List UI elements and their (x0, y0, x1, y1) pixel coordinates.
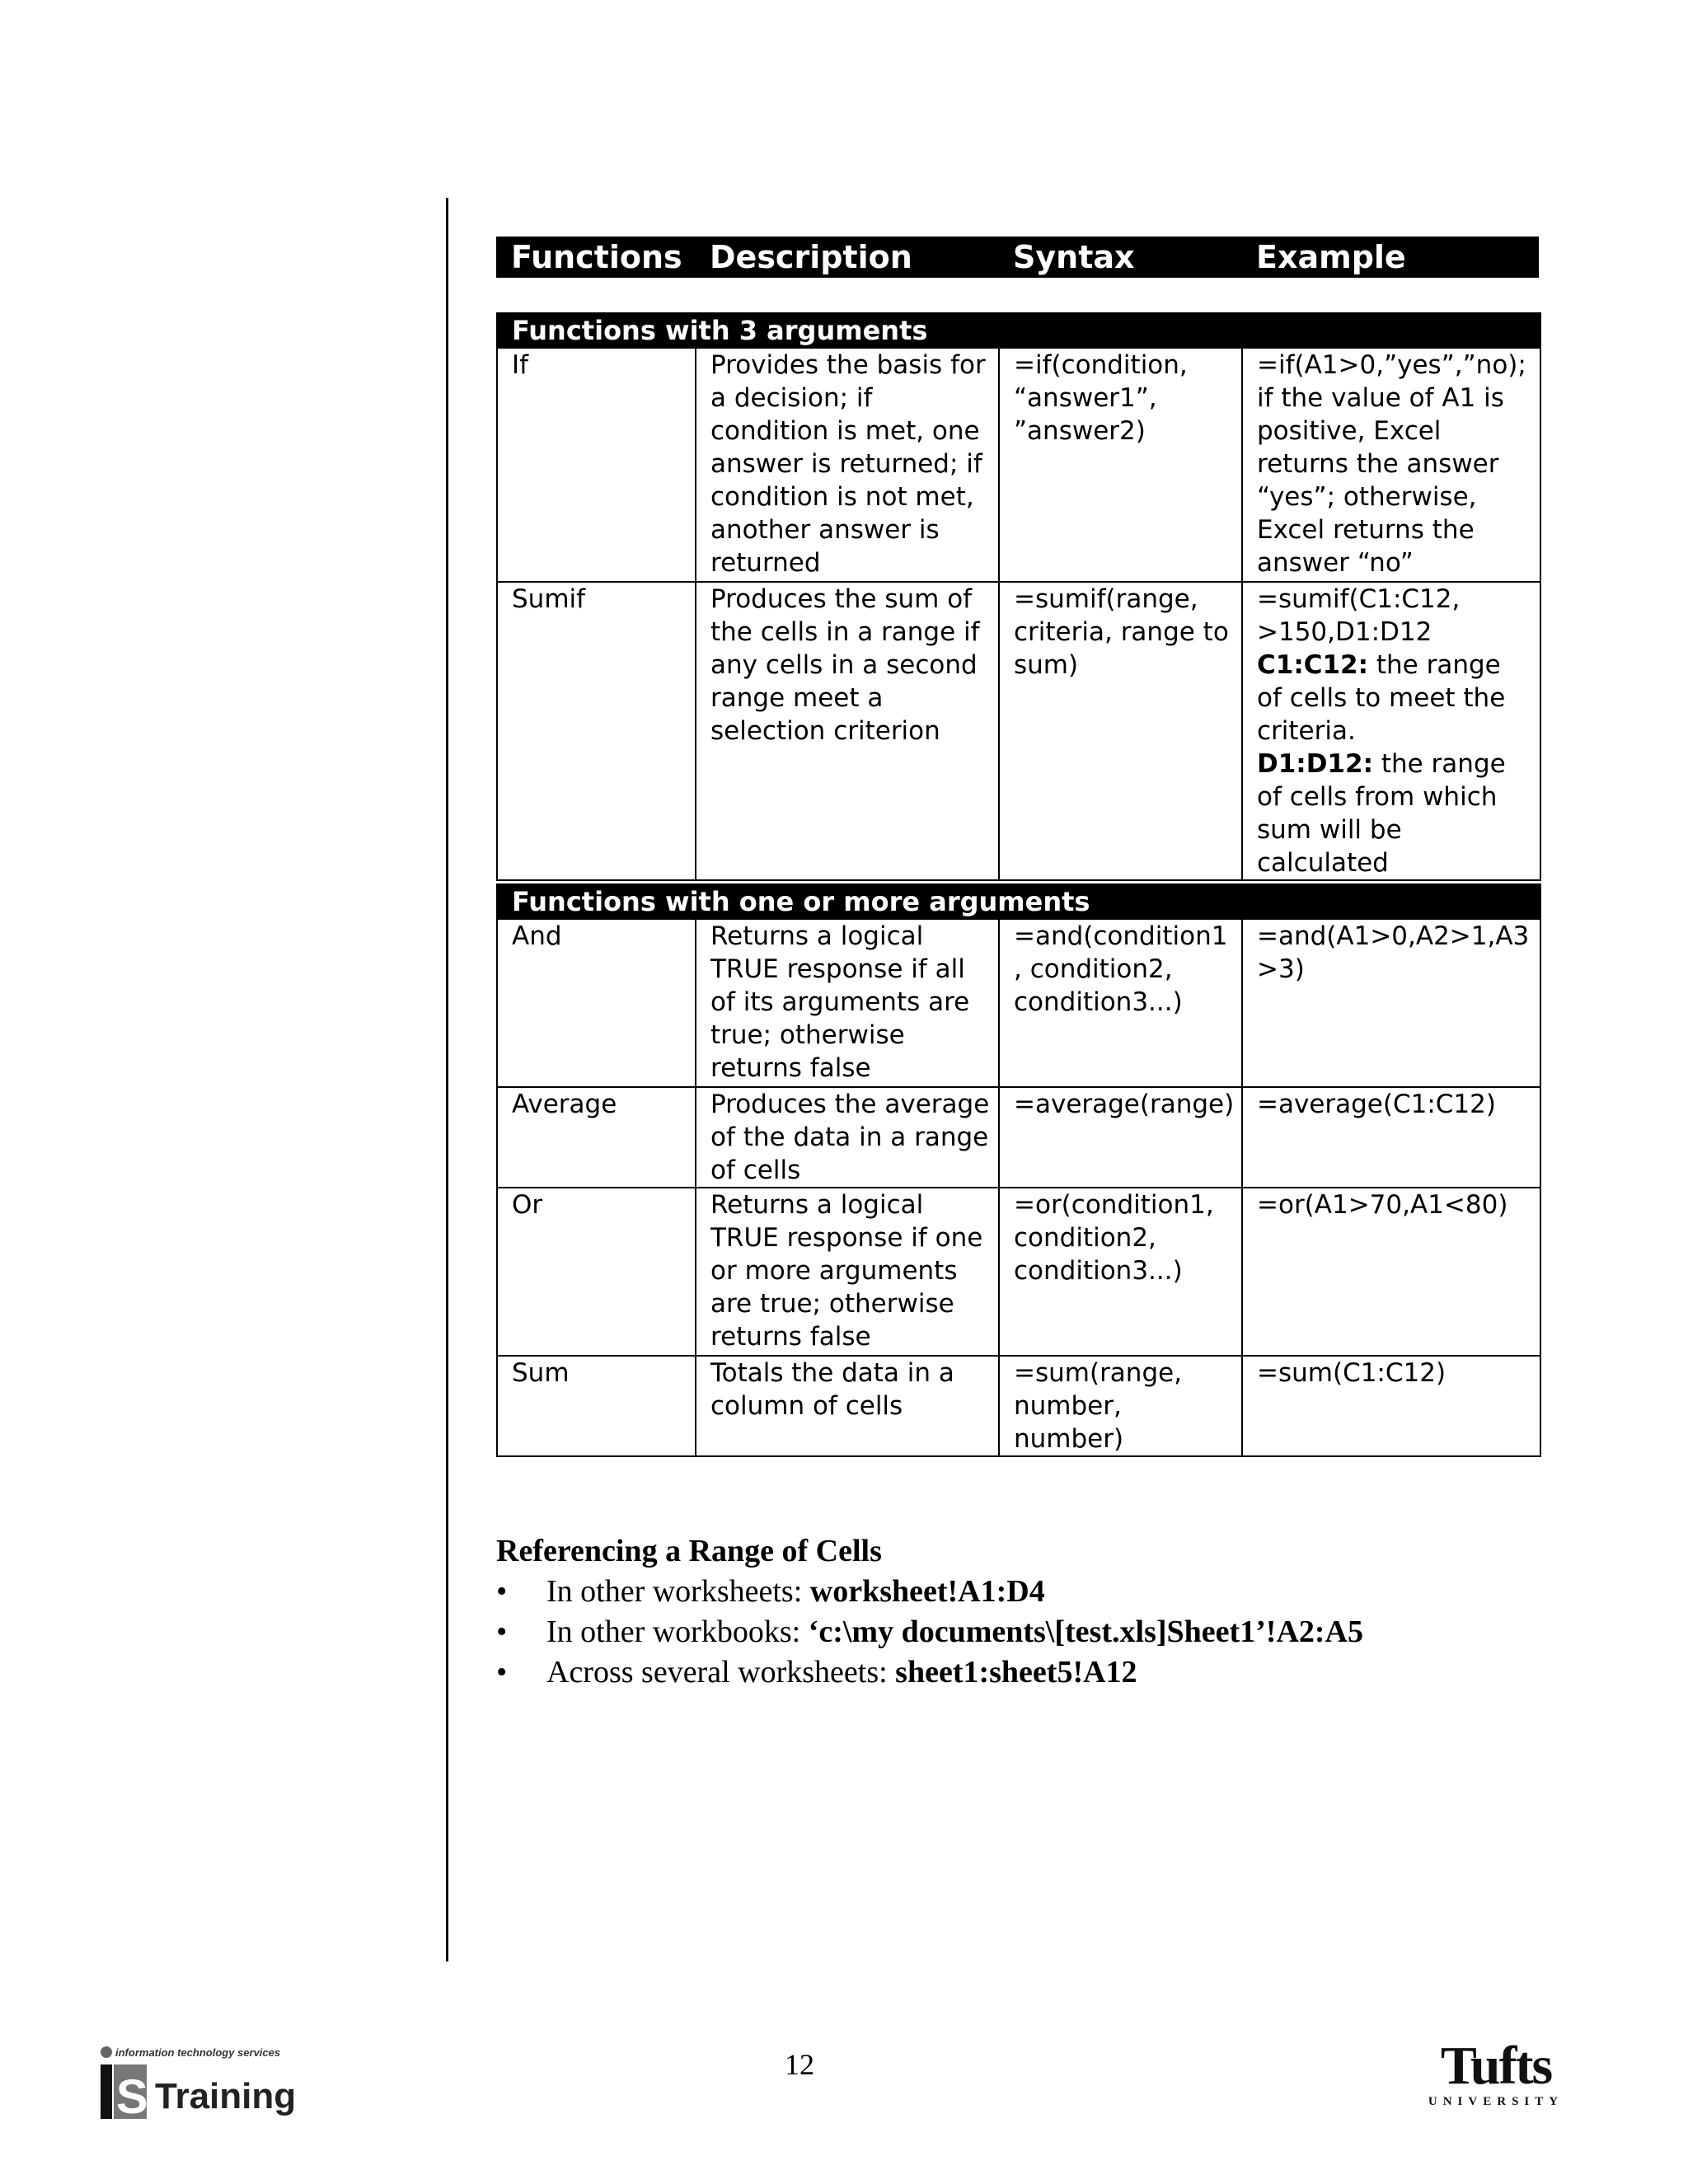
section-heading: Referencing a Range of Cells (496, 1534, 882, 1568)
function-example: =sum(C1:C12) (1242, 1356, 1540, 1456)
bullet-icon: • (496, 1655, 508, 1690)
function-syntax: =sum(range, number, number) (999, 1356, 1242, 1456)
list-item-reference: worksheet!A1:D4 (809, 1574, 1045, 1609)
logo-subtitle: UNIVERSITY (1428, 2095, 1564, 2108)
list-item-reference: sheet1:sheet5!A12 (895, 1655, 1137, 1690)
margin-rule (446, 198, 448, 1961)
function-syntax: =and(condition1, condition2, condition3...) (999, 919, 1242, 1087)
list-item-reference: ‘c:\my documents\[test.xls]Sheet1’!A2:A5 (808, 1615, 1363, 1649)
header-syntax: Syntax (1013, 239, 1135, 275)
function-syntax: =sumif(range, criteria, range to sum) (999, 582, 1242, 880)
function-description: Provides the basis for a decision; if condition is met, one answer is returned; if condition is not met, another answer is returned (696, 348, 999, 582)
list-item (496, 1652, 1535, 1693)
function-syntax: =or(condition1, condition2, condition3...) (999, 1188, 1242, 1356)
list-item-text: In other workbooks: (546, 1615, 809, 1649)
function-name: Or (497, 1188, 696, 1356)
table-row (497, 582, 1540, 880)
function-example: =if(A1>0,”yes”,”no); if the value of A1 is positive, Excel returns the answer “yes”; otherwise, Excel returns the answer “no” (1242, 348, 1540, 582)
group-title: Functions with one or more arguments (497, 884, 1540, 919)
bullet-icon: • (496, 1615, 508, 1649)
function-syntax: =average(range) (999, 1087, 1242, 1188)
function-name: Average (497, 1087, 696, 1188)
table-header (496, 237, 1539, 278)
page-number: 12 (785, 2048, 814, 2081)
function-example: =and(A1>0,A2>1,A3>3) (1242, 919, 1540, 1087)
example-formula: =sumif(C1:C12, >150,D1:D12 (1257, 584, 1461, 647)
example-explanation: the range of cells from which sum will be calculated (1257, 749, 1506, 878)
function-example: =or(A1>70,A1<80) (1242, 1188, 1540, 1356)
list-item-text: In other worksheets: (546, 1574, 810, 1609)
function-example: =average(C1:C12) (1242, 1087, 1540, 1188)
header-example: Example (1256, 239, 1406, 275)
example-term: C1:C12: (1257, 650, 1369, 680)
function-description: Returns a logical TRUE response if all of its arguments are true; otherwise returns false (696, 919, 999, 1087)
its-training-logo (99, 2044, 297, 2122)
table-row (497, 1356, 1540, 1456)
group-title: Functions with 3 arguments (497, 313, 1540, 348)
table-row (497, 348, 1540, 582)
tufts-university-logo (1418, 2036, 1574, 2114)
table-row (497, 919, 1540, 1087)
list-item (496, 1572, 1535, 1612)
logo-word: Tufts (1440, 2036, 1552, 2096)
list-item-text: Across several worksheets: (546, 1655, 896, 1690)
function-description: Returns a logical TRUE response if one or more arguments are true; otherwise returns false (696, 1188, 999, 1356)
table-row (497, 1087, 1540, 1188)
list-item (496, 1612, 1535, 1652)
function-example (1242, 582, 1540, 880)
function-name: If (497, 348, 696, 582)
table-row (497, 1188, 1540, 1356)
functions-multi-args-table (496, 883, 1541, 1457)
functions-3-args-table (496, 312, 1541, 881)
logo-tagline: information technology services (115, 2046, 281, 2059)
reference-list (496, 1572, 1535, 1693)
bullet-icon: • (496, 1574, 508, 1609)
function-description: Produces the sum of the cells in a range if any cells in a second range meet a selection criterion (696, 582, 999, 880)
function-name: And (497, 919, 696, 1087)
function-description: Totals the data in a column of cells (696, 1356, 999, 1456)
header-description: Description (710, 239, 912, 275)
example-term: D1:D12: (1257, 749, 1373, 779)
example-explanation: the range of cells to meet the criteria. (1257, 650, 1506, 746)
function-description: Produces the average of the data in a range of cells (696, 1087, 999, 1188)
function-name: Sum (497, 1356, 696, 1456)
logo-word: Training (155, 2076, 297, 2116)
function-name: Sumif (497, 582, 696, 880)
header-functions: Functions (511, 239, 682, 275)
svg-text:S: S (116, 2070, 148, 2122)
function-syntax: =if(condition, “answer1”, ”answer2) (999, 348, 1242, 582)
referencing-section (496, 1531, 1535, 1693)
